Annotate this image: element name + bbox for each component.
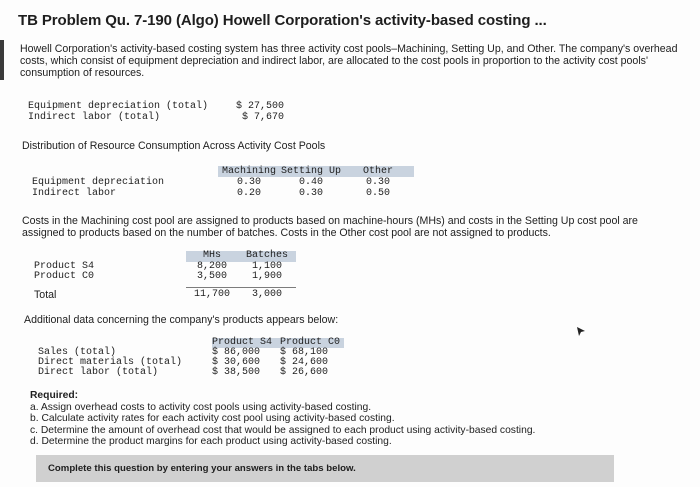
col-header: Batches: [245, 250, 288, 261]
total-divider: [186, 287, 296, 288]
table-header: [186, 251, 296, 262]
allocation-paragraph: Costs in the Machining cost pool are assigned to products based on machine-hours (MHs) and costs in the Setting Up cost pool are assigned to products based on the number of batches. Costs in the Other cost pool are not assigned to products.: [22, 215, 638, 239]
cell: 11,700: [193, 288, 230, 300]
table-header: [218, 166, 414, 177]
row-label: Direct materials (total): [38, 357, 183, 368]
required-item: b. Calculate activity rates for each activity cost pool using activity-based costing.: [30, 413, 395, 424]
cell: 3,500: [196, 271, 227, 282]
row-value: $ 7,670: [241, 112, 284, 123]
cell: 0.50: [365, 188, 390, 199]
table-row: [32, 188, 414, 199]
intro-paragraph: Howell Corporation's activity-based costing system has three activity cost pools–Machining, Setting Up, and Other. The company's overhead costs, which consist of equipment depreciation and indirect labor, are allocated to the cost pools in proportion to the activity cost pools' consumption of resources.: [20, 43, 678, 79]
cell: 0.20: [236, 188, 261, 199]
row-value: $ 27,500: [235, 101, 284, 112]
cell: 1,900: [251, 271, 282, 282]
cell: $ 38,500: [212, 367, 261, 378]
products-table: [38, 338, 344, 378]
row-label: Equipment depreciation: [32, 177, 165, 188]
table-row: [38, 368, 344, 378]
cell: $ 86,000: [212, 347, 261, 358]
col-header: Product S4: [212, 337, 273, 348]
col-header: Machining: [221, 166, 276, 177]
cell: 8,200: [196, 260, 227, 272]
distribution-title: Distribution of Resource Consumption Across Activity Cost Pools: [22, 140, 326, 152]
cell: 1,100: [251, 260, 282, 272]
required-item: c. Determine the amount of overhead cost that would be assigned to each product using activity-based costing.: [30, 424, 536, 436]
table-row: [28, 101, 284, 112]
table-row: [34, 272, 296, 283]
instructions-banner: [36, 455, 614, 482]
cell: 0.30: [298, 188, 323, 199]
cell: $ 26,600: [280, 367, 329, 378]
additional-data-paragraph: Additional data concerning the company's products appears below:: [24, 314, 339, 326]
window-edge: [0, 40, 4, 80]
required-section: [30, 390, 535, 448]
row-label: Indirect labor: [32, 188, 117, 199]
total-label: Total: [34, 288, 57, 301]
required-item: d. Determine the product margins for each product using activity-based costing.: [30, 436, 392, 447]
cell: $ 30,600: [212, 357, 261, 368]
col-header: MHs: [202, 250, 221, 261]
row-label: Product S4: [34, 260, 95, 272]
col-header: Setting Up: [280, 166, 341, 177]
required-item: a. Assign overhead costs to activity cost pools using activity-based costing.: [30, 401, 372, 413]
overhead-table: [28, 101, 284, 123]
row-label: Indirect labor (total): [28, 112, 161, 123]
cell: 3,000: [251, 288, 282, 300]
col-header: Product C0: [280, 337, 341, 348]
cell: 0.30: [236, 177, 261, 188]
table-row: [32, 177, 414, 188]
total-row: [34, 290, 296, 301]
col-header: Other: [362, 166, 393, 177]
activity-table: [34, 251, 296, 300]
distribution-table: [32, 166, 414, 199]
cell: $ 24,600: [280, 357, 329, 368]
cell: 0.30: [365, 177, 390, 188]
row-label: Sales (total): [38, 347, 117, 358]
row-label: Direct labor (total): [38, 367, 159, 378]
row-label: Equipment depreciation (total): [28, 101, 209, 112]
row-label: Product C0: [34, 271, 95, 282]
required-heading: Required:: [30, 390, 79, 401]
cell: $ 68,100: [280, 347, 329, 358]
mouse-pointer-icon: [576, 326, 586, 338]
page-title: TB Problem Qu. 7-190 (Algo) Howell Corporation's activity-based costing ...: [18, 12, 547, 29]
cell: 0.40: [298, 177, 323, 188]
table-row: [28, 112, 284, 123]
banner-text: Complete this question by entering your answers in the tabs below.: [48, 463, 356, 474]
